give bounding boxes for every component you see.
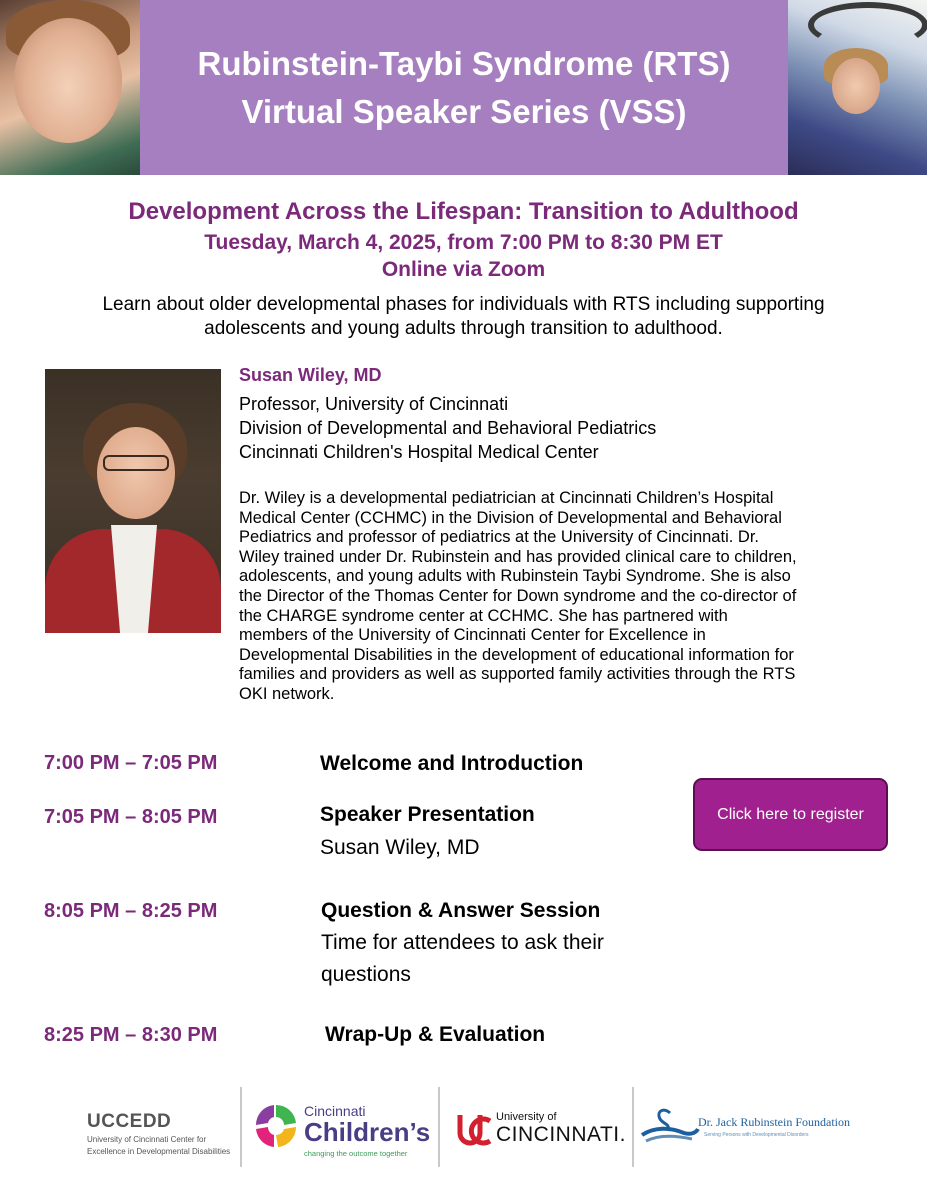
logo-divider — [438, 1087, 440, 1167]
agenda-title-1: Welcome and Introduction — [320, 752, 584, 775]
agenda-time-2: 7:05 PM – 8:05 PM — [44, 806, 218, 828]
logo-divider — [240, 1087, 242, 1167]
series-title-line2: Virtual Speaker Series (VSS) — [241, 93, 687, 130]
jack-rubinstein-foundation-logo: Dr. Jack Rubinstein Foundation Serving Persons with Developmental Disorders — [640, 1105, 860, 1155]
child-photo — [0, 0, 140, 175]
agenda-time-4: 8:25 PM – 8:30 PM — [44, 1024, 218, 1046]
speaker-bio: Dr. Wiley is a developmental pediatrician at Cincinnati Children’s Hospital Medical Center (CCHMC) in the Division of Developmental and Behavioral Pediatrics and professor of pediatrics at the University of Cincinnati. Dr. Wiley trained under Dr. Rubinstein and has provided clinical care to children, adolescents, and young adults with Rubinstein Taybi Syndrome. She is also the Director of the Thomas Center for Down syndrome and the co-director of the CHARGE syndrome center at CCHMC. She has partnered with members of the University of Cincinnati Center for Excellence in Developmental Disabilities in the development of educational information for families and providers as well as supported family activities through the RTS OKI network. — [239, 489, 797, 703]
agenda-time-3: 8:05 PM – 8:25 PM — [44, 900, 218, 922]
speaker-affiliation — [239, 392, 656, 464]
uccedd-logo: UCCEDD University of Cincinnati Center for Excellence in Developmental Disabilities — [87, 1111, 231, 1156]
speaker-division: Division of Developmental and Behavioral Pediatrics — [239, 418, 657, 438]
agenda-detail-3: Time for attendees to ask their questions — [321, 931, 604, 986]
speaker-institution: Cincinnati Children's Hospital Medical Center — [239, 442, 599, 462]
agenda-title-3: Question & Answer Session — [321, 899, 601, 922]
agenda-time-1: 7:00 PM – 7:05 PM — [44, 752, 218, 774]
childrens-swirl-icon — [252, 1101, 300, 1151]
register-button[interactable]: Click here to register — [693, 778, 888, 851]
event-description: Learn about older developmental phases for individuals with RTS including supporting adolescents and young adults through transition to adulthood. — [102, 294, 825, 339]
event-title: Development Across the Lifespan: Transition to Adulthood — [128, 198, 799, 225]
event-location: Online via Zoom — [381, 258, 546, 281]
header-banner — [0, 0, 927, 175]
logo-divider — [632, 1087, 634, 1167]
sponsor-logos: UCCEDD University of Cincinnati Center for Excellence in Developmental Disabilities Cincinnati Children’s changing the outcome together University of CINCINNATI. Dr. Jack Rubinstein Foundation Serving Persons with Developmental Disorders — [62, 1075, 870, 1187]
speaker-photo — [45, 369, 221, 633]
agenda-title-2: Speaker Presentation — [320, 803, 535, 826]
event-date: Tuesday, March 4, 2025, from 7:00 PM to 8:30 PM ET — [204, 231, 723, 254]
adult-photo — [788, 0, 927, 175]
uc-monogram-icon — [454, 1109, 494, 1149]
cincinnati-childrens-logo: Cincinnati Children’s changing the outcome together — [252, 1097, 452, 1167]
agenda-detail-2: Susan Wiley, MD — [320, 836, 480, 859]
series-title-line1: Rubinstein-Taybi Syndrome (RTS) — [197, 45, 731, 82]
series-title — [140, 40, 788, 136]
speaker-name: Susan Wiley, MD — [239, 365, 382, 385]
speaker-position: Professor, University of Cincinnati — [239, 394, 509, 414]
swan-icon — [640, 1105, 700, 1145]
agenda-title-4: Wrap-Up & Evaluation — [325, 1023, 546, 1046]
